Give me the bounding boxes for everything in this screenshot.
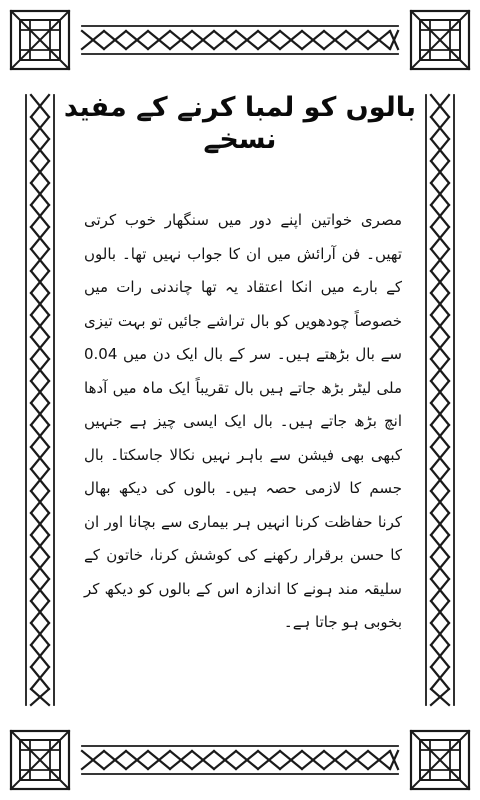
- border-bottom-rails: [82, 746, 398, 774]
- article-body: مصری خواتین اپنے دور میں سنگھار خوب کرتی تھیں۔ فن آرائش میں ان کا جواب نہیں تھا۔ بالوں کے بارے میں انکا اعتقاد یہ تھا چاندنی رات میں خصوصاً چودھویں کو بال تراشے جائیں تو بہت تیزی سے بال بڑھتے ہیں۔ سر کے بال ایک دن میں 0.04 ملی لیٹر بڑھ جاتے ہیں بال تقریباً ایک ماہ میں آدھا انچ بڑھ جاتے ہیں۔ بال ایک ایسی چیز ہے جنہیں کبھی بھی فیشن سے باہر نہیں نکالا جاسکتا۔ بال جسم کا لازمی حصہ ہیں۔ بالوں کی دیکھ بھال کرنا حفاظت کرنا انہیں ہر بیماری سے بچانا اور ان کا حسن برقرار رکھنے کی کوشش کرنا، خاتون کے سلیقہ مند ہونے کا اندازہ اس کے بالوں کو دیکھ کر بخوبی ہو جاتا ہے۔: [84, 211, 402, 631]
- page-title: بالوں کو لمبا کرنے کے مفید نسخے: [63, 92, 417, 156]
- border-top-rails: [82, 26, 398, 54]
